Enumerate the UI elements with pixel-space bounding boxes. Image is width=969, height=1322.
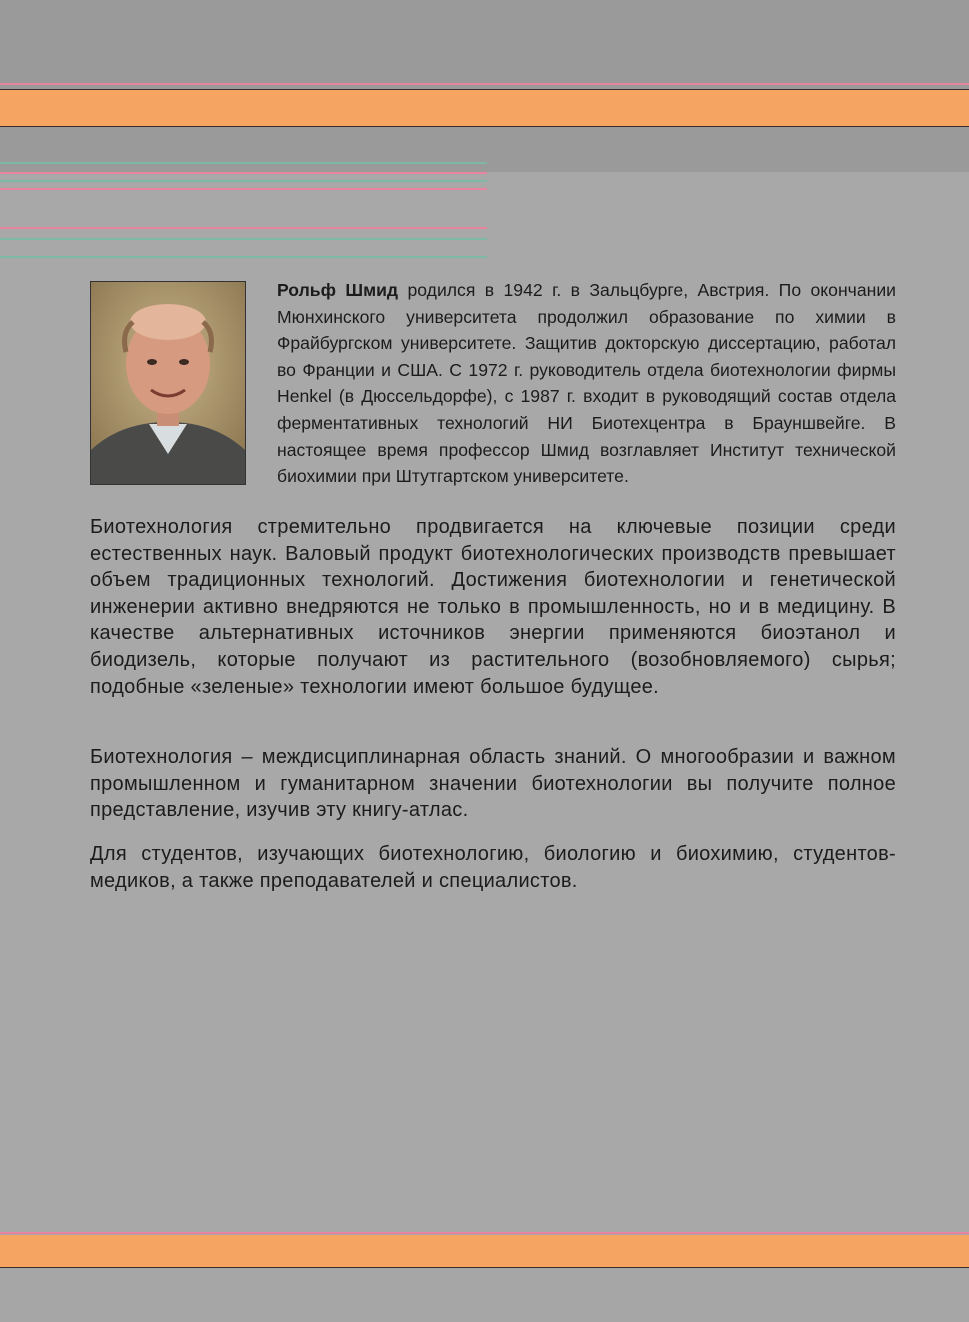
stripe xyxy=(0,238,487,240)
author-bio xyxy=(277,277,896,490)
paragraph-1: Биотехнология стремительно продвигается на ключевые позиции среди естественных наук. Валовый продукт биотехнологических производств превышает объем традиционных технологий. Достижения биотехнологии и генетической инженерии активно внедряются не только в промышленность, но и в медицину. В качестве альтернативных источников энергии применяются биоэтанол и биодизель, которые получают из растительного (возобновляемого) сырья; подобные «зеленые» технологии имеют большое будущее. xyxy=(90,516,896,698)
stripe xyxy=(0,188,487,190)
orange-band-top xyxy=(0,90,969,126)
footer-band xyxy=(0,1268,969,1322)
stripe xyxy=(0,227,487,229)
author-photo xyxy=(90,281,246,485)
stripe xyxy=(0,172,487,174)
header-band xyxy=(0,0,969,172)
stripe xyxy=(0,1232,969,1234)
stripe xyxy=(0,83,969,85)
stripe xyxy=(0,256,487,258)
paragraph-3: Для студентов, изучающих биотехнологию, биологию и биохимию, студентов-медиков, а также преподавателей и специалистов. xyxy=(90,843,896,892)
author-name: Рольф Шмид xyxy=(277,280,399,300)
stripe xyxy=(0,180,487,182)
author-bio-text: родился в 1942 г. в Зальцбурге, Австрия. По окончании Мюнхинского университета продолжил образование по химии в Фрайбургском университете. Защитив докторскую диссертацию, работал во Франции и США. С 1972 г. руководитель отдела биотехнологии фирмы Henkel (в Дюссельдорфе), с 1987 г. входит в руководящий состав отдела ферментативных технологий НИ Биотехцентра в Брауншвейге. В настоящее время профессор Шмид возглавляет Институт технической биохимии при Штутгартском университете. xyxy=(277,280,897,487)
paragraph-2: Биотехнология – междисциплинарная область знаний. О многообразии и важном промышленном и гуманитарном значении биотехнологии вы получите полное представление, изучив эту книгу-атлас. xyxy=(90,746,896,822)
stripe xyxy=(0,162,487,164)
orange-band-bottom xyxy=(0,1235,969,1267)
stripe xyxy=(0,126,969,127)
